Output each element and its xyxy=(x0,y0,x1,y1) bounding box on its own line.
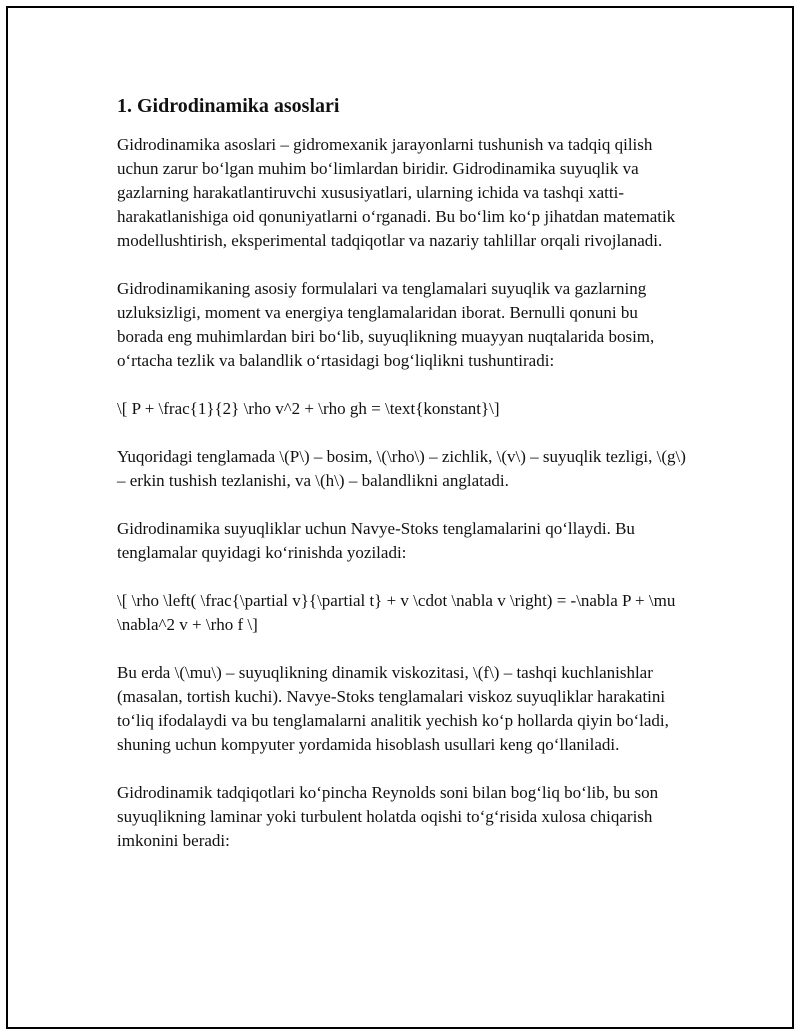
paragraph-reynolds: Gidrodinamik tadqiqotlari ko‘pincha Reynolds soni bilan bog‘liq bo‘lib, bu son suyuqlikning laminar yoki turbulent holatda oqishi to‘g‘risida xulosa chiqarish imkonini beradi: xyxy=(117,783,659,850)
equation-bernoulli: \[ P + \frac{1}{2} \rho v^2 + \rho gh = \text{konstant}\] xyxy=(117,399,500,418)
paragraph-viscosity: Bu erda \(\mu\) – suyuqlikning dinamik viskozitasi, \(f\) – tashqi kuchlanishlar (masalan, tortish kuchi). Navye-Stoks tenglamalari viskoz suyuqliklar harakatini to‘liq ifodalaydi va bu tenglamalarni analitik yechish ko‘p hollarda qiyin bo‘ladi, shuning uchun kompyuter yordamida hisoblash usullari keng qo‘llaniladi. xyxy=(117,663,669,754)
document-body xyxy=(117,93,687,877)
equation-navier-stokes: \[ \rho \left( \frac{\partial v}{\partial t} + v \cdot \nabla v \right) = -\nabla P + \mu \nabla^2 v + \rho f \] xyxy=(117,591,676,634)
paragraph-formulas: Gidrodinamikaning asosiy formulalari va tenglamalari suyuqlik va gazlarning uzluksizligi, moment va energiya tenglamalaridan iborat. Bernulli qonuni bu borada eng muhimlardan biri bo‘lib, suyuqlikning muayyan nuqtalarida bosim, o‘rtacha tezlik va balandlik o‘rtasidagi bog‘liqlikni tushuntiradi: xyxy=(117,279,655,370)
section-heading: 1. Gidrodinamika asoslari xyxy=(117,95,340,117)
paragraph-variables: Yuqoridagi tenglamada \(P\) – bosim, \(\rho\) – zichlik, \(v\) – suyuqlik tezligi, \(g\) – erkin tushish tezlanishi, va \(h\) – balandlikni anglatadi. xyxy=(117,447,686,490)
paragraph-intro: Gidrodinamika asoslari – gidromexanik jarayonlarni tushunish va tadqiq qilish uchun zarur bo‘lgan muhim bo‘limlardan biridir. Gidrodinamika suyuqlik va gazlarning harakatlantiruvchi xususiyatlari, ularning ichida va tashqi xatti-harakatlanishiga oid qonuniyatlarni o‘rganadi. Bu bo‘lim ko‘p jihatdan matematik modellushtirish, eksperimental tadqiqotlar va nazariy tahlillar orqali rivojlanadi. xyxy=(117,135,676,250)
paragraph-navier-stokes-intro: Gidrodinamika suyuqliklar uchun Navye-Stoks tenglamalarini qo‘llaydi. Bu tenglamalar quyidagi ko‘rinishda yoziladi: xyxy=(117,519,635,562)
